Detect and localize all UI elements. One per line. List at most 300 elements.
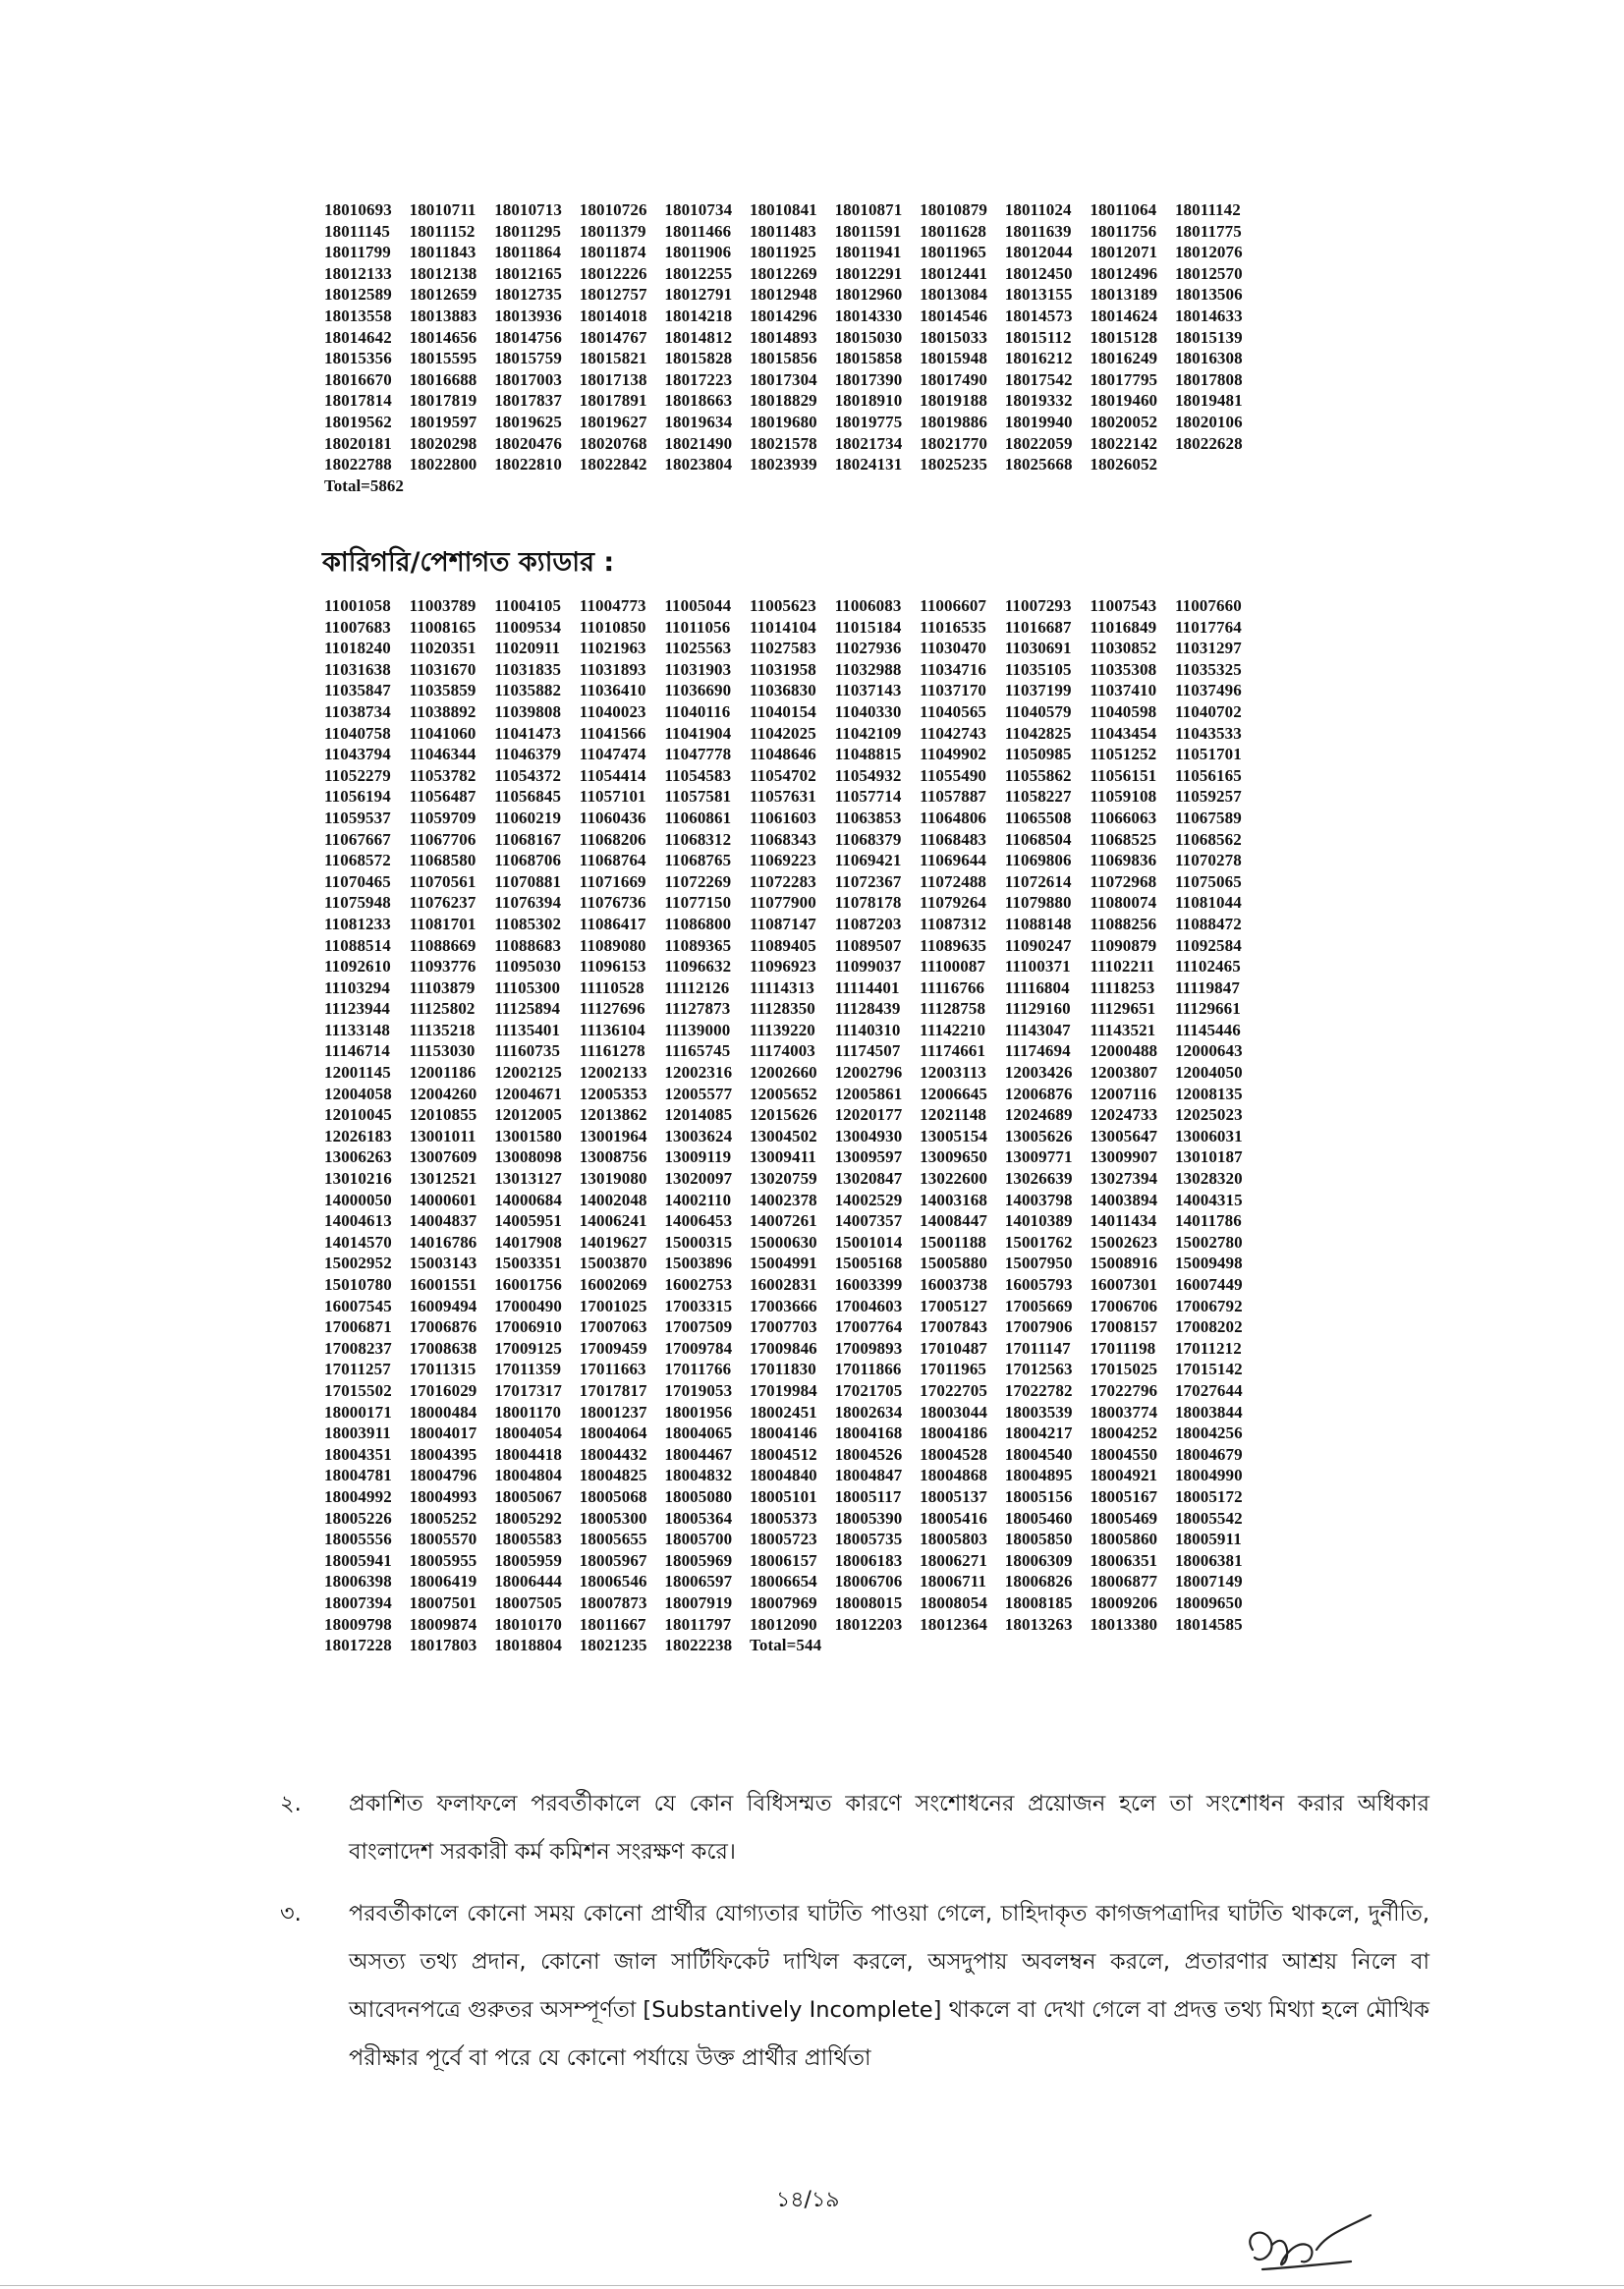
roll-number: 18001237: [579, 1402, 647, 1422]
roll-number: 16002831: [749, 1275, 817, 1294]
roll-number: 13001011: [409, 1126, 476, 1145]
roll-number: 11040116: [664, 701, 731, 721]
roll-number: 11034716: [920, 659, 987, 679]
roll-number: 17007703: [749, 1317, 817, 1337]
roll-number: 11042743: [920, 723, 987, 743]
roll-number: 14002048: [579, 1190, 647, 1209]
roll-number: 11071669: [579, 871, 646, 891]
roll-number: 18007873: [579, 1592, 647, 1612]
roll-number-row: [324, 412, 1307, 433]
roll-number: 11040579: [1004, 701, 1072, 721]
roll-number: 18005068: [579, 1486, 647, 1506]
roll-number: 18010170: [494, 1614, 562, 1634]
roll-number: 12003807: [1090, 1063, 1158, 1083]
roll-number: 18006419: [409, 1572, 477, 1591]
roll-number: 18015030: [834, 327, 903, 347]
roll-number: 17005127: [920, 1296, 987, 1315]
roll-number: 14019627: [579, 1232, 647, 1252]
roll-number: 18004825: [579, 1466, 647, 1485]
roll-number: 11068343: [749, 829, 816, 849]
roll-number: 18014624: [1090, 306, 1158, 325]
roll-number-row: [324, 935, 1307, 957]
roll-number: 11040598: [1090, 701, 1157, 721]
roll-number: 18017819: [409, 391, 477, 411]
roll-number-row: [324, 1592, 1307, 1614]
roll-number: 12004671: [494, 1084, 562, 1103]
roll-number: 17006876: [409, 1317, 477, 1337]
roll-number: 18004186: [920, 1424, 987, 1443]
roll-number: 17009125: [494, 1338, 562, 1358]
roll-number: 12010855: [409, 1105, 477, 1125]
roll-number-row: [324, 723, 1307, 745]
roll-number: 13009119: [664, 1147, 732, 1167]
roll-number: 11054414: [579, 765, 646, 785]
roll-number: 11007683: [324, 617, 391, 637]
roll-number: 18004526: [834, 1444, 903, 1464]
roll-number: 11059537: [324, 808, 391, 827]
roll-number: 18006706: [834, 1572, 903, 1591]
roll-number: 18005655: [579, 1530, 647, 1549]
roll-number: 11009534: [494, 617, 562, 637]
roll-number: 14002529: [834, 1190, 903, 1209]
roll-number-row: [324, 1062, 1307, 1084]
roll-number: 18012090: [749, 1614, 817, 1634]
paragraph-text: প্রকাশিত ফলাফলে পরবর্তীকালে যে কোন বিধিসম্মত কারণে সংশোধনের প্রয়োজন হলে তা সংশোধন করার অধিকার বাংলাদেশ সরকারী কর্ম কমিশন সংরক্ষণ করে।: [349, 1791, 1429, 1865]
roll-number: 13020847: [834, 1169, 903, 1189]
roll-number: 18022142: [1090, 433, 1158, 453]
roll-number: 11040330: [834, 701, 902, 721]
roll-number: 18017803: [409, 1636, 477, 1655]
roll-number: 11092610: [324, 957, 391, 977]
roll-number-row: [324, 263, 1307, 285]
roll-number: 18003539: [1004, 1402, 1073, 1422]
roll-number: 18012138: [409, 263, 477, 283]
roll-number: 11047474: [579, 745, 646, 764]
roll-number: 13012521: [409, 1169, 477, 1189]
roll-number: 13004930: [834, 1126, 903, 1145]
roll-number: 11056487: [409, 787, 476, 807]
roll-number: 18009874: [409, 1614, 477, 1634]
roll-number: 11001058: [324, 596, 391, 615]
roll-number: 14003798: [1004, 1190, 1073, 1209]
roll-number: 18013084: [920, 285, 987, 305]
roll-number-row: [324, 199, 1307, 221]
roll-number: 11068206: [579, 829, 646, 849]
roll-number-row: [324, 744, 1307, 765]
roll-number: 18013155: [1004, 285, 1073, 305]
roll-number: 18011797: [664, 1614, 732, 1634]
roll-number: 17007063: [579, 1317, 647, 1337]
roll-number: 18011965: [920, 243, 987, 262]
roll-number: 18012496: [1090, 263, 1158, 283]
roll-number: 17011766: [664, 1360, 732, 1379]
roll-number: 11017764: [1174, 617, 1242, 637]
roll-number: 17011866: [834, 1360, 902, 1379]
roll-number: 18022628: [1174, 433, 1243, 453]
roll-number: 11035325: [1174, 659, 1242, 679]
roll-number: 11005623: [749, 596, 816, 615]
roll-number: 18005967: [579, 1550, 647, 1570]
roll-number: 18008015: [834, 1592, 903, 1612]
roll-number: 18004418: [494, 1444, 562, 1464]
roll-number: 18011295: [494, 221, 562, 241]
roll-number: 18015759: [494, 349, 562, 368]
roll-number: 11040565: [920, 701, 987, 721]
roll-number: 18020052: [1090, 412, 1158, 431]
roll-number: 13006263: [324, 1147, 392, 1167]
roll-number: 18021578: [749, 433, 817, 453]
roll-number: 11056194: [324, 787, 391, 807]
roll-number: 11031638: [324, 659, 391, 679]
roll-number: 14017908: [494, 1232, 562, 1252]
roll-number: 11086800: [664, 914, 732, 933]
roll-number-row: [324, 1274, 1307, 1296]
roll-number: 11008165: [409, 617, 476, 637]
roll-number: 11078178: [834, 893, 902, 913]
roll-number: 13001580: [494, 1126, 562, 1145]
roll-number: 18006271: [920, 1550, 987, 1570]
roll-number: 11105300: [494, 977, 561, 997]
roll-number: 11077150: [664, 893, 732, 913]
roll-number: 18011145: [324, 221, 390, 241]
total-count: Total=5862: [324, 475, 404, 495]
roll-number-row: [324, 1040, 1307, 1062]
roll-number: 18005101: [749, 1486, 817, 1506]
roll-number: 17015142: [1174, 1360, 1243, 1379]
roll-number: 18017490: [920, 369, 987, 389]
roll-number: 11135218: [409, 1020, 476, 1039]
roll-number: 18004832: [664, 1466, 733, 1485]
roll-number: 15009498: [1174, 1254, 1243, 1273]
roll-number-row: [324, 1444, 1307, 1466]
roll-number: 16007545: [324, 1296, 392, 1315]
roll-number: 11143521: [1090, 1020, 1156, 1039]
roll-number: 15010780: [324, 1275, 392, 1294]
roll-number: 11041904: [664, 723, 732, 743]
roll-number: 17006910: [494, 1317, 562, 1337]
roll-number: 11046379: [494, 745, 562, 764]
roll-number: 11051701: [1174, 745, 1242, 764]
roll-number-row: [324, 595, 1307, 617]
roll-number: 11049902: [920, 745, 987, 764]
roll-number: 17011257: [324, 1360, 391, 1379]
roll-number: 18011466: [664, 221, 732, 241]
roll-number: 18005292: [494, 1508, 562, 1528]
roll-number: 18014585: [1174, 1614, 1243, 1634]
roll-number: 17011663: [579, 1360, 646, 1379]
roll-number: 11060436: [579, 808, 646, 827]
roll-number: 18004540: [1004, 1444, 1073, 1464]
roll-number: 18023804: [664, 455, 733, 475]
roll-number: 11069836: [1090, 851, 1157, 870]
roll-number: 18004895: [1004, 1466, 1073, 1485]
roll-number: 18011799: [324, 243, 391, 262]
roll-number: 11059709: [409, 808, 476, 827]
roll-number: 17007843: [920, 1317, 987, 1337]
roll-number: 18005955: [409, 1550, 477, 1570]
roll-number: 11086417: [579, 914, 646, 933]
roll-number: 11102465: [1174, 957, 1241, 977]
roll-number: 18012364: [920, 1614, 987, 1634]
roll-number: 18006597: [664, 1572, 733, 1591]
roll-number: 18012269: [749, 263, 817, 283]
roll-number: 11016687: [1004, 617, 1072, 637]
roll-number: 18004146: [749, 1424, 817, 1443]
roll-number: 12020177: [834, 1105, 903, 1125]
roll-number: 11015184: [834, 617, 902, 637]
roll-number: 18019597: [409, 412, 477, 431]
roll-number: 18005583: [494, 1530, 562, 1549]
roll-number: 12000488: [1090, 1041, 1158, 1061]
roll-number: 11031903: [664, 659, 732, 679]
roll-number-row: [324, 390, 1307, 412]
roll-number: 11088669: [409, 935, 476, 955]
roll-number: 14007357: [834, 1211, 903, 1231]
roll-number: 11128350: [749, 999, 815, 1019]
roll-number: 18011874: [579, 243, 646, 262]
roll-number: 12014085: [664, 1105, 733, 1125]
roll-number: 18004252: [1090, 1424, 1158, 1443]
signature-mark: [1233, 2210, 1390, 2279]
roll-number: 11054702: [749, 765, 816, 785]
roll-number: 18022788: [324, 455, 392, 475]
roll-number: 18012226: [579, 263, 647, 283]
roll-number: 18006351: [1090, 1550, 1158, 1570]
roll-number: 18012735: [494, 285, 562, 305]
roll-number: Total=544: [749, 1636, 822, 1655]
roll-number: 18004921: [1090, 1466, 1158, 1485]
roll-number: 18013189: [1090, 285, 1158, 305]
roll-number: 18012960: [834, 285, 903, 305]
roll-number: 13005647: [1090, 1126, 1158, 1145]
roll-number: 12002660: [749, 1063, 817, 1083]
roll-number: 18009206: [1090, 1592, 1158, 1612]
roll-number: 11081044: [1174, 893, 1242, 913]
roll-number: 16009494: [409, 1296, 477, 1315]
roll-number: 17001025: [579, 1296, 647, 1315]
roll-number-row: [324, 998, 1307, 1020]
roll-number: 18016688: [409, 369, 477, 389]
roll-number: 12003426: [1004, 1063, 1073, 1083]
roll-number: 18006183: [834, 1550, 903, 1570]
roll-number: 18015033: [920, 327, 987, 347]
roll-number: 18002451: [749, 1402, 817, 1422]
roll-number: 18005941: [324, 1550, 392, 1570]
roll-number: 18006381: [1174, 1550, 1243, 1570]
roll-number: 18018910: [834, 391, 903, 411]
roll-number: 11055862: [1004, 765, 1072, 785]
roll-number: 11057631: [749, 787, 816, 807]
roll-number: 11174507: [834, 1041, 901, 1061]
roll-number: 18012165: [494, 263, 562, 283]
roll-number: 18007919: [664, 1592, 733, 1612]
roll-number: 18006309: [1004, 1550, 1073, 1570]
roll-number-row: [324, 850, 1307, 871]
roll-number: 12005577: [664, 1084, 733, 1103]
roll-number: 13013127: [494, 1169, 562, 1189]
roll-number: 11145446: [1174, 1020, 1241, 1039]
roll-number: 18005137: [920, 1486, 987, 1506]
roll-number: 16001756: [494, 1275, 562, 1294]
roll-number: 17008638: [409, 1338, 477, 1358]
roll-number: 14011786: [1174, 1211, 1242, 1231]
roll-number-row: [324, 892, 1307, 914]
roll-number: 11041473: [494, 723, 562, 743]
roll-number: 18011628: [920, 221, 987, 241]
roll-number: 17009784: [664, 1338, 733, 1358]
roll-number-row: [324, 1126, 1307, 1147]
roll-number: 17019053: [664, 1380, 733, 1400]
roll-number: 12010045: [324, 1105, 392, 1125]
roll-number: 16003738: [920, 1275, 987, 1294]
roll-number: 15000630: [749, 1232, 817, 1252]
roll-number: 11027583: [749, 639, 816, 658]
roll-number: 11066063: [1090, 808, 1157, 827]
roll-number: 11068525: [1090, 829, 1157, 849]
roll-number: 18015858: [834, 349, 903, 368]
roll-number: 11089405: [749, 935, 816, 955]
roll-number: 11079264: [920, 893, 987, 913]
roll-number: 11056151: [1090, 765, 1157, 785]
roll-number: 11011056: [664, 617, 731, 637]
roll-number: 11088683: [494, 935, 562, 955]
roll-number: 11040702: [1174, 701, 1242, 721]
roll-number: 11040154: [749, 701, 816, 721]
roll-number: 17006871: [324, 1317, 392, 1337]
roll-number: 11142210: [920, 1020, 986, 1039]
roll-number: 11096923: [749, 957, 816, 977]
roll-number: 11069223: [749, 851, 816, 870]
roll-number: 11054932: [834, 765, 902, 785]
roll-number: 18014330: [834, 306, 903, 325]
roll-number: 11030852: [1090, 639, 1157, 658]
roll-number: 18015948: [920, 349, 987, 368]
roll-number-row: [324, 1529, 1307, 1550]
roll-number: 18020768: [579, 433, 647, 453]
roll-number: 11063853: [834, 808, 902, 827]
roll-number: 18009798: [324, 1614, 392, 1634]
roll-number: 18025668: [1004, 455, 1073, 475]
roll-number: 11102211: [1090, 957, 1155, 977]
roll-number: 11040758: [324, 723, 391, 743]
roll-number: 18004432: [579, 1444, 647, 1464]
roll-number: 13020097: [664, 1169, 733, 1189]
roll-number: 18008054: [920, 1592, 987, 1612]
roll-number: 18020298: [409, 433, 477, 453]
roll-number-row: [324, 1508, 1307, 1530]
roll-number: 18007394: [324, 1592, 392, 1612]
roll-number-row: [324, 977, 1307, 999]
roll-number: 13007609: [409, 1147, 477, 1167]
roll-number: 11075948: [324, 893, 391, 913]
roll-number: 13020759: [749, 1169, 817, 1189]
roll-number-row: [324, 786, 1307, 808]
roll-number: 11031835: [494, 659, 562, 679]
roll-number: 17011147: [1004, 1338, 1071, 1358]
roll-number: 15003143: [409, 1254, 477, 1273]
roll-number: 11038734: [324, 701, 391, 721]
paragraph-text: পরবর্তীকালে কোনো সময় কোনো প্রার্থীর যোগ্যতার ঘাটতি পাওয়া গেলে, চাহিদাকৃত কাগজপত্রাদির ঘাটতি থাকলে, দুর্নীতি, অসত্য তথ্য প্রদান, কোনো জাল সার্টিফিকেট দাখিল করলে, অসদুপায় অবলম্বন করলে, প্রতারণার আশ্রয় নিলে বা আবেদনপত্রে গুরুতর অসম্পূর্ণতা [Substantively Incomplete] থাকলে বা দেখা গেলে বা প্রদত্ত তথ্য মিথ্যা হলে মৌখিক পরীক্ষার পূর্বে বা পরে যে কোনো পর্যায়ে উক্ত প্রার্থীর প্রার্থিতা: [349, 1901, 1429, 2071]
roll-number: 11041566: [579, 723, 646, 743]
roll-number: 18004217: [1004, 1424, 1073, 1443]
section-heading-technical-cadre: কারিগরি/পেশাগত ক্যাডার :: [322, 547, 615, 578]
roll-number: 13009597: [834, 1147, 903, 1167]
roll-number: 18004868: [920, 1466, 987, 1485]
roll-number: 11067706: [409, 829, 476, 849]
roll-number: 14004315: [1174, 1190, 1243, 1209]
roll-number-list-general: [324, 199, 1307, 496]
roll-number: 18000484: [409, 1402, 477, 1422]
roll-number: 12005353: [579, 1084, 647, 1103]
roll-number: 18010713: [494, 200, 562, 219]
roll-number: 11174694: [1004, 1041, 1071, 1061]
roll-number: 11056165: [1174, 765, 1242, 785]
roll-number: 11068504: [1004, 829, 1072, 849]
roll-number: 18005252: [409, 1508, 477, 1528]
roll-number: 12013862: [579, 1105, 647, 1125]
roll-number: 18012948: [749, 285, 817, 305]
roll-number-row: [324, 1486, 1307, 1508]
roll-number: 11077900: [749, 893, 816, 913]
roll-number: 18019332: [1004, 391, 1073, 411]
roll-number: 18005172: [1174, 1486, 1243, 1506]
roll-number: 11068765: [664, 851, 732, 870]
roll-number: 11068580: [409, 851, 476, 870]
roll-number: 18004528: [920, 1444, 987, 1464]
roll-number-row: [324, 638, 1307, 659]
roll-number: 13019080: [579, 1169, 647, 1189]
roll-number: 18011667: [579, 1614, 646, 1634]
roll-number: 18014756: [494, 327, 562, 347]
roll-number: 11081233: [324, 914, 391, 933]
roll-number: 18011639: [1004, 221, 1072, 241]
roll-number-row: [324, 765, 1307, 787]
roll-number: 11068167: [494, 829, 562, 849]
roll-number: 18015112: [1004, 327, 1072, 347]
roll-number: 14005951: [494, 1211, 562, 1231]
roll-number: 11037410: [1090, 681, 1157, 700]
roll-number: 18014812: [664, 327, 733, 347]
roll-number: 17017817: [579, 1380, 647, 1400]
roll-number: 11014104: [749, 617, 816, 637]
roll-number: 18004990: [1174, 1466, 1243, 1485]
roll-number: 11079880: [1004, 893, 1072, 913]
roll-number: 14016786: [409, 1232, 477, 1252]
roll-number: 18011064: [1090, 200, 1157, 219]
roll-number: 11057101: [579, 787, 646, 807]
roll-number: 11072283: [749, 871, 816, 891]
roll-number: 18000171: [324, 1402, 392, 1422]
roll-number: 14002378: [749, 1190, 817, 1209]
roll-number: 11069644: [920, 851, 987, 870]
roll-number: 15005168: [834, 1254, 903, 1273]
roll-number: 18025235: [920, 455, 987, 475]
roll-number: 12001145: [324, 1063, 391, 1083]
roll-number: 18017304: [749, 369, 817, 389]
roll-number: 18016212: [1004, 349, 1073, 368]
roll-number: 11076394: [494, 893, 562, 913]
roll-number: 18005080: [664, 1486, 733, 1506]
roll-number: 15001014: [834, 1232, 903, 1252]
roll-number: 18014296: [749, 306, 817, 325]
roll-number: 17003315: [664, 1296, 733, 1315]
roll-number: 13003624: [664, 1126, 733, 1145]
roll-number: 18023939: [749, 455, 817, 475]
roll-number: 18007505: [494, 1592, 562, 1612]
roll-number: 18017814: [324, 391, 392, 411]
roll-number: 17012563: [1004, 1360, 1073, 1379]
roll-number: 11090247: [1004, 935, 1072, 955]
